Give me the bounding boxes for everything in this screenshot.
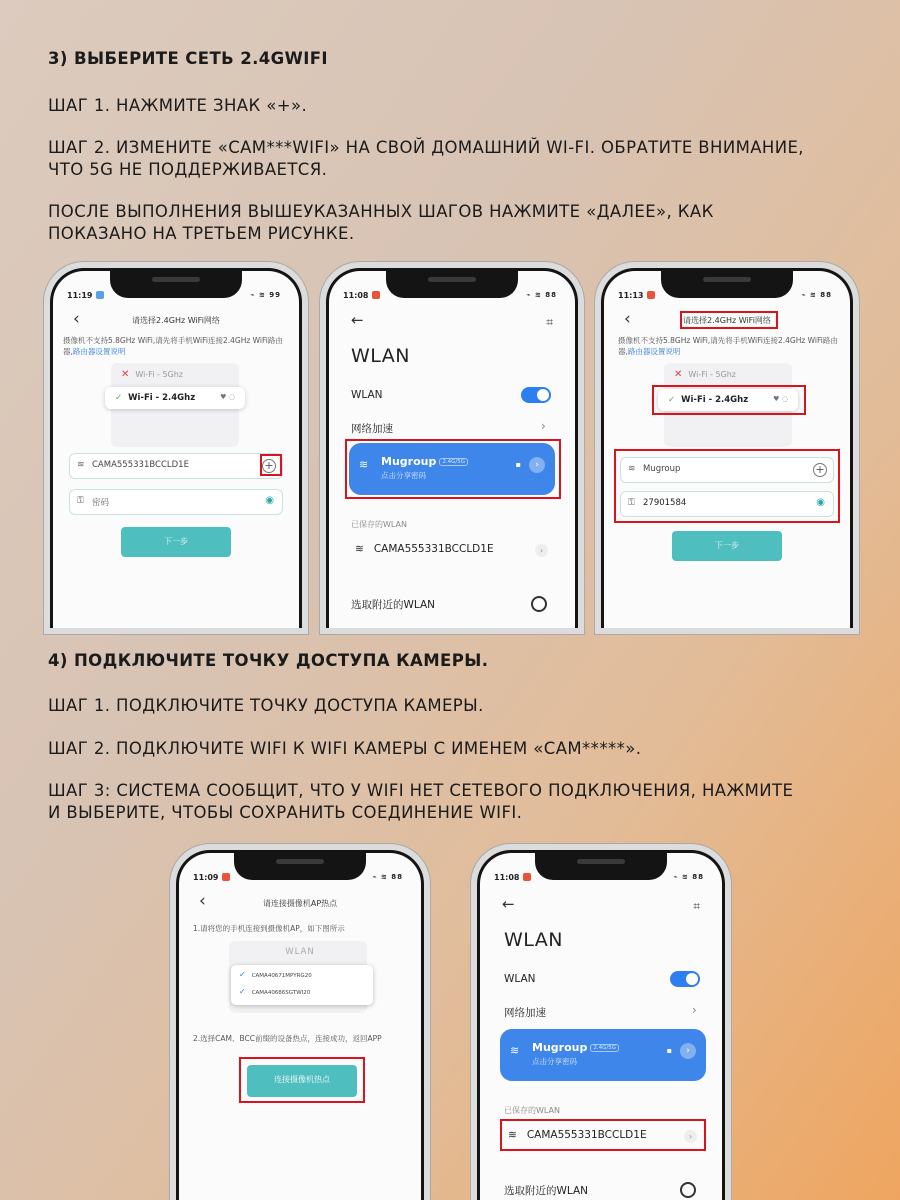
check-icon: ✓: [115, 393, 123, 403]
back-arrow-icon[interactable]: ←: [502, 895, 515, 913]
app-icon: [647, 291, 655, 299]
highlight-network: [345, 439, 561, 499]
phone-1-screenshot: [50, 268, 302, 628]
network-accel-item[interactable]: 网络加速: [504, 1007, 546, 1019]
wifi-icon: ≋: [77, 460, 85, 470]
network-name: Mugroup: [532, 1041, 588, 1054]
share-password-text: 点击分享密码: [532, 1057, 577, 1066]
eye-icon[interactable]: ◉: [265, 495, 274, 506]
description: [63, 335, 287, 357]
section4-step1: ШАГ 1. ПОДКЛЮЧИТЕ ТОЧКУ ДОСТУПА КАМЕРЫ.: [48, 696, 484, 715]
lock-icon: ▪: [666, 1046, 672, 1055]
saved-header: 已保存的WLAN: [504, 1106, 561, 1115]
check-icon: ✓: [239, 970, 246, 979]
wlan-label: WLAN: [504, 973, 536, 985]
saved-network-item[interactable]: ≋ CAMA555331BCCLD1E: [355, 543, 494, 555]
password-field[interactable]: ⚿ 27901584 ◉: [620, 491, 834, 517]
page-title: WLAN: [351, 345, 411, 367]
highlight-title: [680, 311, 778, 329]
network-accel-item[interactable]: 网络加速: [351, 423, 393, 435]
cross-icon: ✕: [121, 369, 130, 380]
status-bar: 11:19 ⌁ ≋ 99: [67, 291, 281, 300]
wlan-header: WLAN: [285, 947, 315, 957]
notch: [234, 850, 366, 880]
scan-icon[interactable]: ⌗: [546, 315, 553, 329]
saved-network-item[interactable]: ≋ CAMA555331BCCLD1E: [508, 1129, 647, 1141]
add-network-plus-icon[interactable]: +: [262, 459, 276, 473]
phone-3-screenshot: [601, 268, 853, 628]
phone-4-screenshot: [176, 850, 424, 1200]
wifi-icon: ≋: [359, 458, 369, 471]
section3-step1: ШАГ 1. НАЖМИТЕ ЗНАК «+».: [48, 96, 308, 115]
password-field[interactable]: ⚿ 密码 ◉: [69, 489, 283, 515]
back-arrow-icon[interactable]: ‹: [73, 309, 80, 329]
lock-icon: ⚿: [77, 496, 84, 506]
phone-5-screenshot: [477, 850, 725, 1200]
page-title: 请选择2.4GHz WiFi网络: [132, 316, 220, 325]
description-text: 摄像机不支持5.8GHz WiFi,请先将手机WiFi连接2.4GHz WiFi路由器,: [618, 336, 838, 356]
wifi-icon: ≋: [510, 1044, 520, 1057]
wifi-icon: ≋: [508, 1129, 517, 1141]
description-text: 摄像机不支持5.8GHz WiFi,请先将手机WiFi连接2.4GHz WiFi路由器,: [63, 336, 283, 356]
highlight-button: [239, 1057, 365, 1103]
cross-icon: ✕: [674, 369, 683, 380]
app-icon: [96, 291, 104, 299]
notch: [535, 850, 667, 880]
eye-icon[interactable]: ◉: [816, 497, 825, 508]
notch: [386, 268, 518, 298]
scan-icon[interactable]: ⌗: [693, 899, 700, 913]
back-arrow-icon[interactable]: ←: [351, 311, 364, 329]
highlight-fields: [614, 449, 840, 523]
refresh-icon[interactable]: [680, 1182, 696, 1198]
wifi-5ghz-option: ✕ Wi-Fi - 5Ghz: [674, 369, 737, 380]
router-guide-link[interactable]: 路由器设置说明: [72, 347, 126, 356]
page-title: WLAN: [504, 929, 564, 951]
band-badge: 2.4G/5G: [590, 1044, 619, 1052]
notch: [661, 268, 793, 298]
app-icon: [372, 291, 380, 299]
wlan-toggle[interactable]: [521, 387, 551, 403]
ap-item-2[interactable]: ✓ CAMA40686SGTWI20: [239, 987, 311, 996]
wifi-24ghz-option: ✓ Wi-Fi - 2.4Ghz ♥ ◌: [658, 389, 798, 411]
status-bar: 11:09 ⌁ ≋ 88: [193, 873, 403, 882]
section3-after: ПОСЛЕ ВЫПОЛНЕНИЯ ВЫШЕУКАЗАННЫХ ШАГОВ НАЖМИТЕ «ДАЛЕЕ», КАК ПОКАЗАНО НА ТРЕТЬЕМ РИСУНКЕ.: [48, 202, 714, 243]
ap-list: [231, 965, 373, 1005]
band-badge: 2.4G/5G: [439, 458, 468, 466]
back-arrow-icon[interactable]: ‹: [624, 309, 631, 329]
connect-ap-button[interactable]: 连接摄像机热点: [247, 1065, 357, 1097]
ssid-field[interactable]: ≋ CAMA555331BCCLD1E +: [69, 453, 283, 479]
next-button[interactable]: 下一步: [121, 527, 231, 557]
check-icon: ✓: [668, 395, 676, 405]
highlight-saved: [500, 1119, 706, 1151]
lock-icon: ▪: [515, 460, 521, 469]
ssid-field[interactable]: ≋ Mugroup +: [620, 457, 834, 483]
app-icon: [523, 873, 531, 881]
share-password-text: 点击分享密码: [381, 471, 426, 480]
add-network-plus-icon[interactable]: +: [813, 463, 827, 477]
nearby-wlan-item[interactable]: 选取附近的WLAN: [504, 1185, 589, 1197]
back-arrow-icon[interactable]: ‹: [199, 891, 206, 911]
check-icon: ✓: [239, 987, 246, 996]
chevron-right-icon[interactable]: ›: [684, 1130, 697, 1143]
section3-heading: 3) ВЫБЕРИТЕ СЕТЬ 2.4GWIFI: [48, 49, 328, 68]
section4-step3: ШАГ 3: СИСТЕМА СООБЩИТ, ЧТО У WIFI НЕТ СЕТЕВОГО ПОДКЛЮЧЕНИЯ, НАЖМИТЕ И ВЫБЕРИТЕ, ЧТОБЫ СОХРАНИТЬ СОЕДИНЕНИЕ WIFI.: [48, 781, 794, 822]
wifi-lock-icon: ♥ ◌: [773, 395, 788, 403]
chevron-right-icon[interactable]: ›: [680, 1043, 696, 1059]
section4-step2: ШАГ 2. ПОДКЛЮЧИТЕ WIFI К WIFI КАМЕРЫ С ИМЕНЕМ «CAM*****».: [48, 739, 642, 758]
ap-item-1[interactable]: ✓ CAMA40671MPYRG20: [239, 970, 312, 979]
highlight-24ghz: [652, 385, 806, 415]
wifi-24ghz-option: ✓ Wi-Fi - 2.4Ghz ♥ ◌: [105, 387, 245, 409]
instruction-step2: 2.选择CAM、BCC前缀的设备热点，连接成功，返回APP: [193, 1034, 382, 1043]
description: [618, 335, 842, 357]
wifi-5ghz-option: ✕ Wi-Fi - 5Ghz: [121, 369, 184, 380]
status-bar: 11:08 ⌁ ≋ 88: [343, 291, 557, 300]
wlan-toggle[interactable]: [670, 971, 700, 987]
section3-step2: ШАГ 2. ИЗМЕНИТЕ «CAM***WIFI» НА СВОЙ ДОМАШНИЙ WI-FI. ОБРАТИТЕ ВНИМАНИЕ, ЧТО 5G НЕ ПОДДЕРЖИВАЕТСЯ.: [48, 138, 804, 179]
nearby-wlan-item[interactable]: 选取附近的WLAN: [351, 599, 436, 611]
page-title: 请连接摄像机AP热点: [262, 899, 338, 908]
chevron-right-icon: ›: [692, 1003, 697, 1017]
connected-network-card[interactable]: [500, 1029, 706, 1081]
wifi-lock-icon: ♥ ◌: [220, 393, 235, 401]
status-bar: 11:08 ⌁ ≋ 88: [494, 873, 704, 882]
chevron-right-icon: ›: [541, 419, 546, 433]
notch: [110, 268, 242, 298]
chevron-right-icon[interactable]: ›: [529, 457, 545, 473]
highlight-plus: [260, 454, 282, 476]
refresh-icon[interactable]: [531, 596, 547, 612]
page-title: 请选择2.4GHz WiFi网络: [683, 316, 771, 325]
wifi-icon: ≋: [355, 543, 364, 555]
router-guide-link[interactable]: 路由器设置说明: [627, 347, 681, 356]
next-button[interactable]: 下一步: [672, 531, 782, 561]
instruction-step1: 1.请将您的手机连接到摄像机AP，如下图所示: [193, 924, 345, 933]
lock-icon: ⚿: [628, 498, 635, 508]
app-icon: [222, 873, 230, 881]
wlan-label: WLAN: [351, 389, 383, 401]
wifi-icon: ≋: [628, 464, 636, 474]
phone-2-screenshot: [326, 268, 578, 628]
saved-header: 已保存的WLAN: [351, 520, 408, 529]
section4-heading: 4) ПОДКЛЮЧИТЕ ТОЧКУ ДОСТУПА КАМЕРЫ.: [48, 651, 489, 670]
network-name: Mugroup: [381, 455, 437, 468]
status-bar: 11:13 ⌁ ≋ 88: [618, 291, 832, 300]
chevron-right-icon[interactable]: ›: [535, 544, 548, 557]
